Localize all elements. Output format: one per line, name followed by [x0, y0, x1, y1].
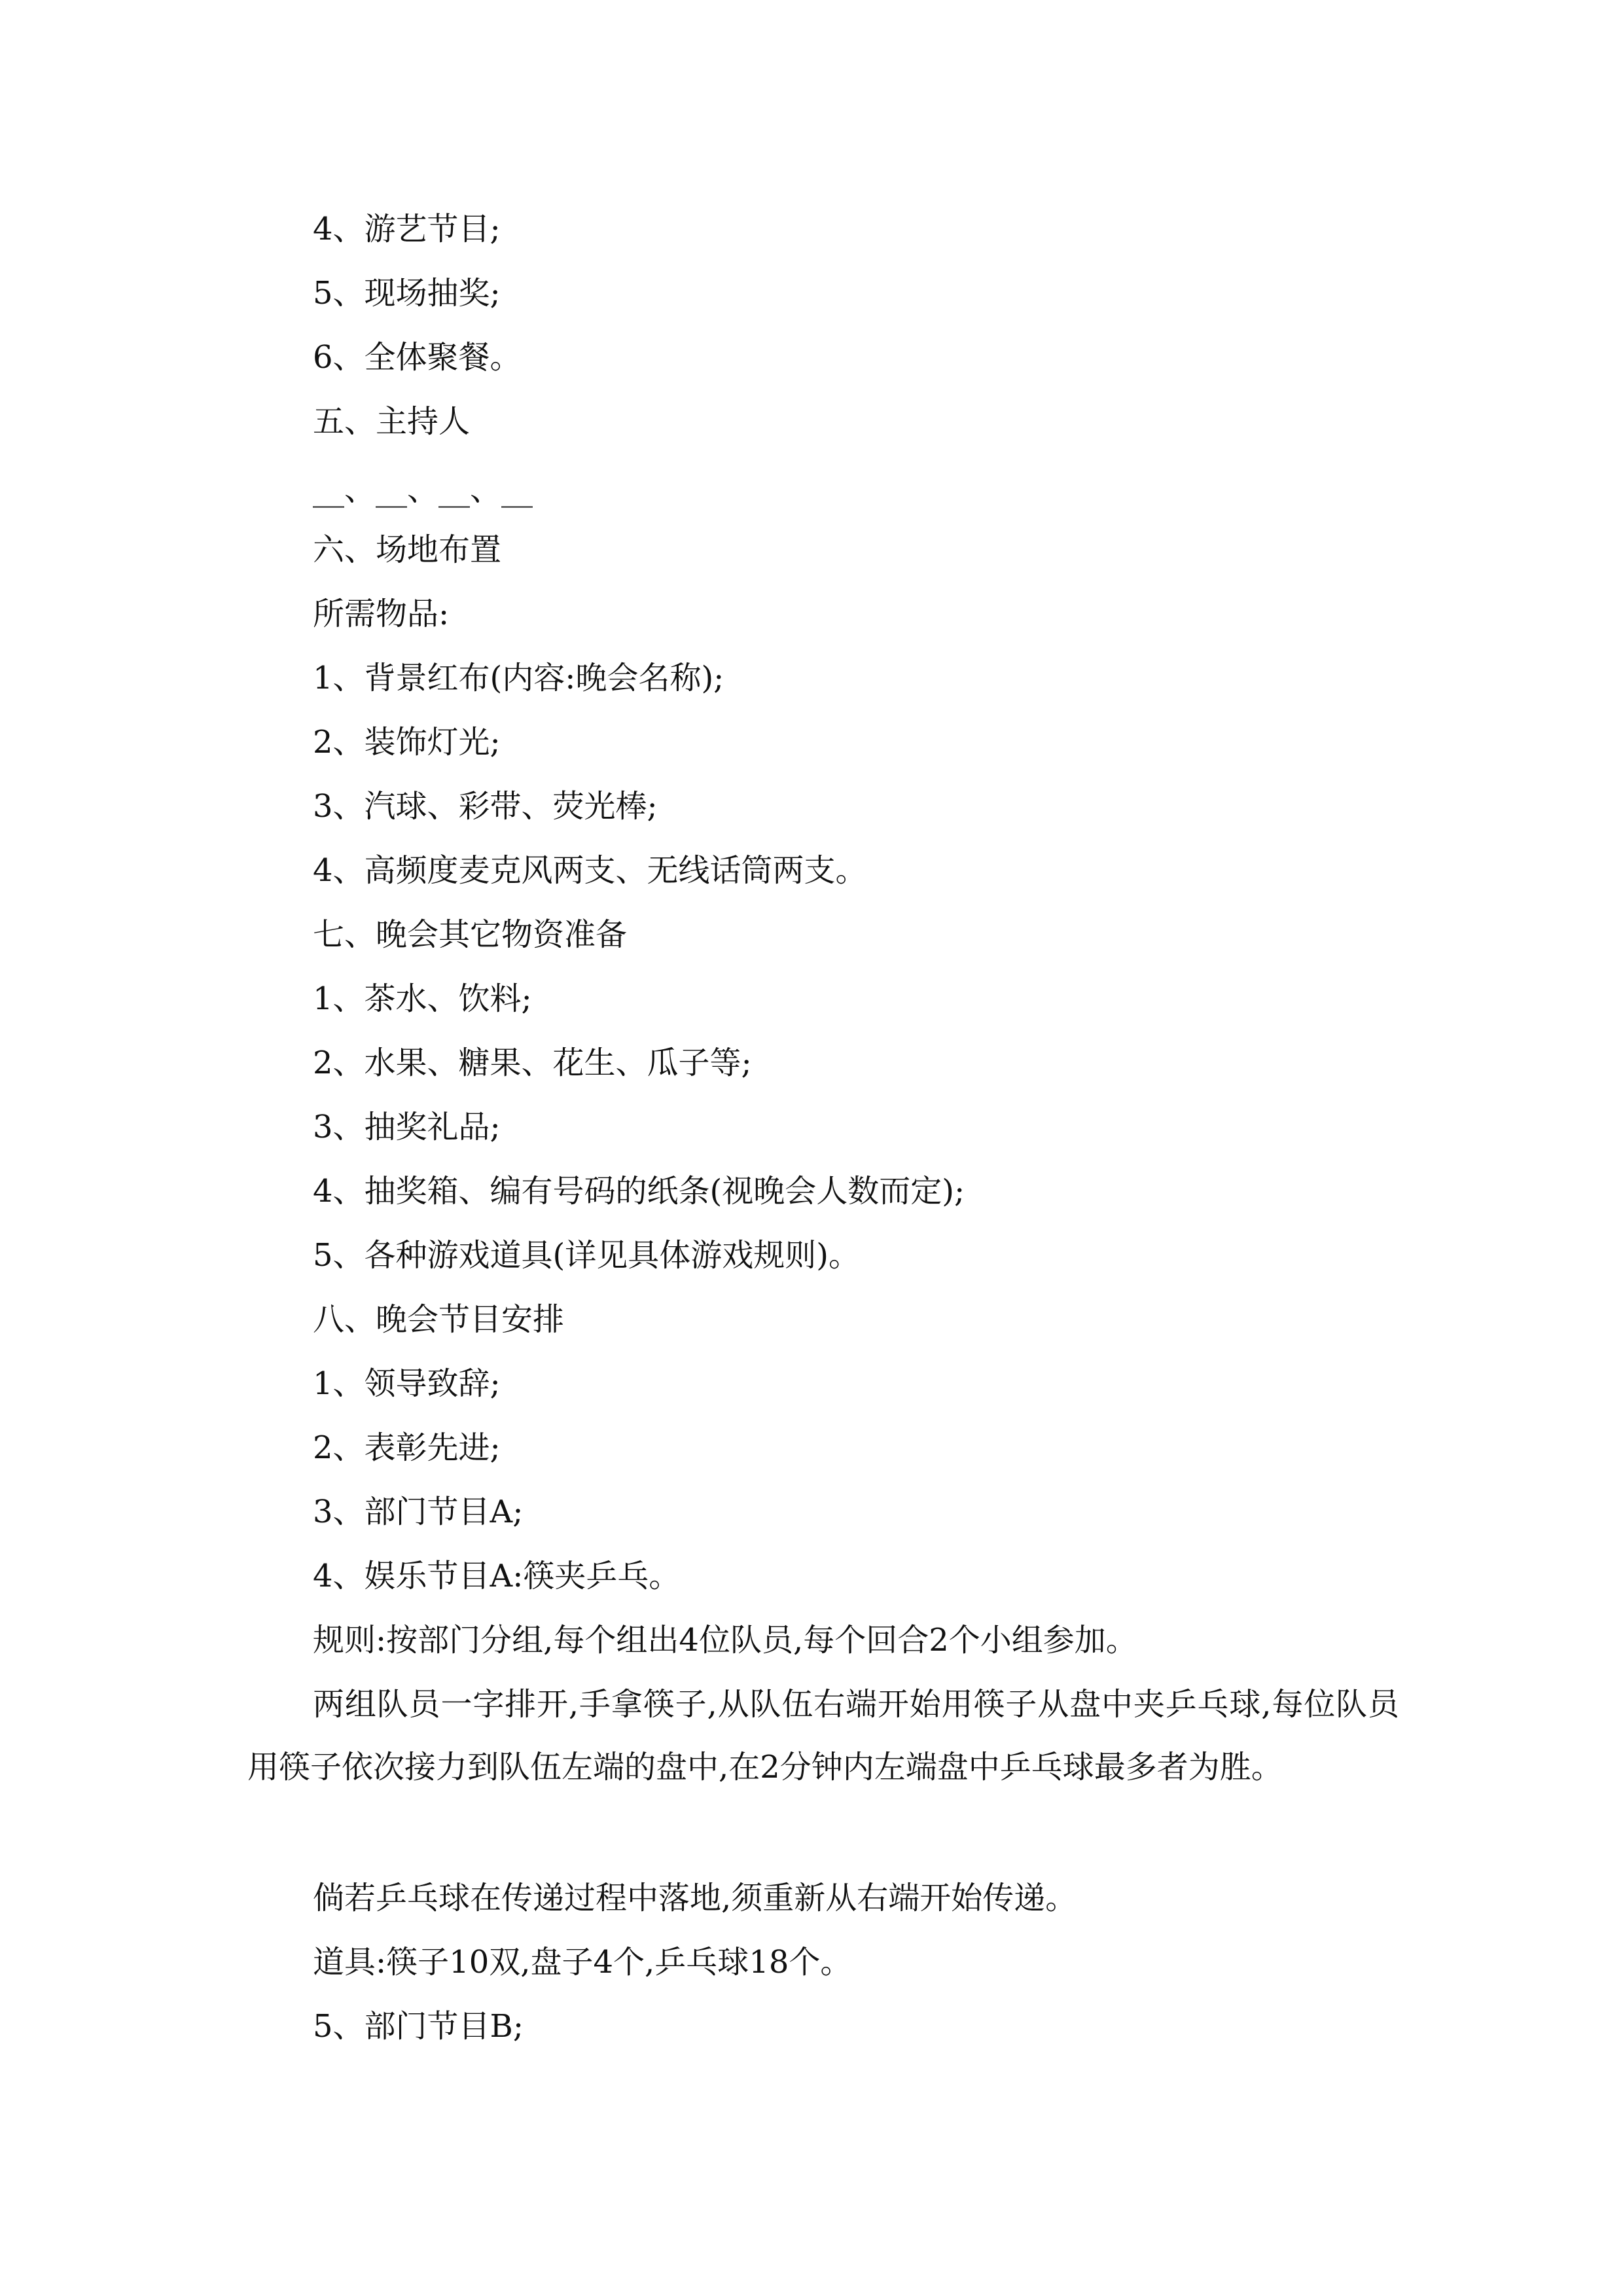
supply-item-props: 5、各种游戏道具(详见具体游戏规则)。	[313, 1237, 860, 1274]
venue-item-balloons: 3、汽球、彩带、荧光棒;	[313, 788, 658, 825]
program-item-speech: 1、领导致辞;	[313, 1365, 501, 1402]
hosts-blanks: __、__、__、__	[313, 471, 533, 508]
program-item-awards: 2、表彰先进;	[313, 1429, 501, 1466]
venue-item-lights: 2、装饰灯光;	[313, 724, 501, 761]
program-item-dept-a: 3、部门节目A;	[313, 1494, 524, 1530]
item-lottery: 5、现场抽奖;	[313, 275, 501, 312]
game-description-paragraph: 两组队员一字排开,手拿筷子,从队伍右端开始用筷子从盘中夹乒乓球,每位队员用筷子依次接力到队伍左端的盘中,在2分钟内左端盘中乒乓球最多者为胜。	[247, 1686, 1399, 1785]
section-supplies-heading: 七、晚会其它物资准备	[313, 916, 628, 953]
supply-item-drinks: 1、茶水、饮料;	[313, 980, 532, 1017]
venue-item-backdrop: 1、背景红布(内容:晚会名称);	[313, 660, 724, 696]
supply-item-lottery-box: 4、抽奖箱、编有号码的纸条(视晚会人数而定);	[313, 1173, 965, 1210]
game-props: 道具:筷子10双,盘子4个,乒乓球18个。	[313, 1944, 852, 1981]
section-hosts-heading: 五、主持人	[313, 403, 471, 440]
supply-item-snacks: 2、水果、糖果、花生、瓜子等;	[313, 1045, 752, 1081]
program-item-game-a: 4、娱乐节目A:筷夹乒乓。	[313, 1558, 681, 1594]
section-venue-heading: 六、场地布置	[313, 531, 502, 568]
game-drop-rule: 倘若乒乓球在传递过程中落地,须重新从右端开始传递。	[313, 1880, 1077, 1916]
venue-item-microphones: 4、高频度麦克风两支、无线话筒两支。	[313, 852, 867, 889]
game-rules: 规则:按部门分组,每个组出4位队员,每个回合2个小组参加。	[313, 1622, 1137, 1659]
venue-items-label: 所需物品:	[313, 596, 450, 632]
item-dinner: 6、全体聚餐。	[313, 339, 522, 376]
supply-item-prizes: 3、抽奖礼品;	[313, 1109, 501, 1145]
program-item-dept-b: 5、部门节目B;	[313, 2008, 524, 2045]
section-program-heading: 八、晚会节目安排	[313, 1301, 565, 1338]
item-games: 4、游艺节目;	[313, 211, 501, 247]
